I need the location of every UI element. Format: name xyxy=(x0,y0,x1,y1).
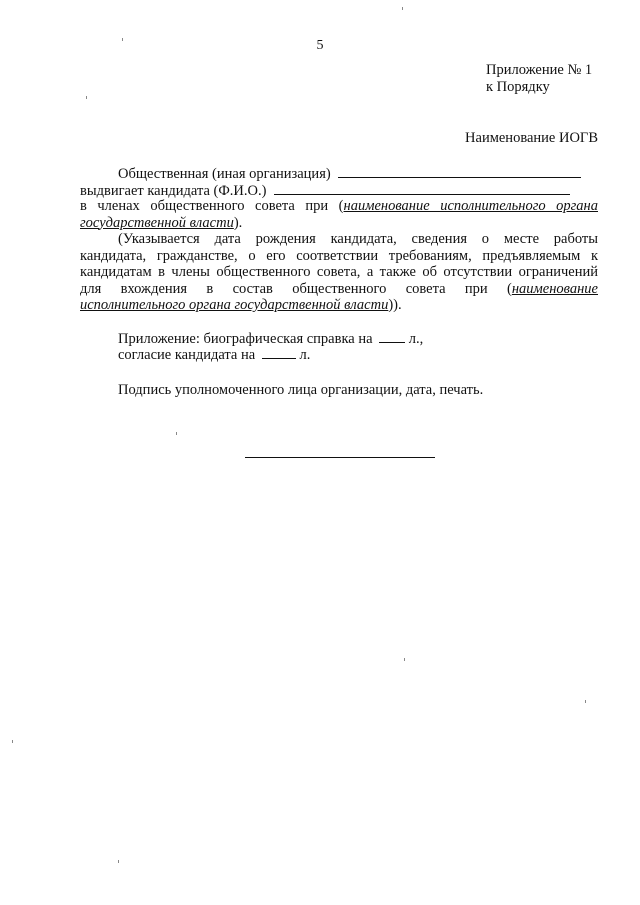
candidate-line xyxy=(80,182,598,199)
appendix-line-2: к Порядку xyxy=(486,79,550,95)
page-number: 5 xyxy=(316,38,324,53)
signature-line xyxy=(245,457,435,458)
consent-pages-blank xyxy=(262,346,296,359)
spacer xyxy=(80,314,598,330)
council-line xyxy=(80,198,598,215)
attachment-consent-suffix: л. xyxy=(299,347,311,363)
org-blank-line xyxy=(338,165,581,178)
details-line-2: кандидата, гражданстве, о его соответствии требованиям, предъявляемым к xyxy=(80,247,598,264)
scan-speck xyxy=(12,740,13,743)
scan-speck xyxy=(585,700,586,703)
document-body xyxy=(80,165,598,398)
attachment-line-1 xyxy=(80,330,598,347)
candidate-label: выдвигает кандидата (Ф.И.О.) xyxy=(80,182,267,199)
council-italic-text: наименование исполнительного органа xyxy=(343,198,598,214)
signature-text: Подпись уполномоченного лица организации, дата, печать. xyxy=(118,381,484,398)
scan-speck xyxy=(122,38,123,41)
details-line-1: (Указывается дата рождения кандидата, сведения о месте работы xyxy=(118,231,598,247)
org-line xyxy=(80,165,598,182)
scan-speck xyxy=(404,658,405,661)
attachment-line-2 xyxy=(80,346,598,363)
details-end-5: )). xyxy=(388,297,402,313)
appendix-header xyxy=(486,62,592,96)
details-line-3: кандидатам в члены общественного совета, а также об отсутствии ограничений xyxy=(80,264,598,280)
scan-speck xyxy=(118,860,119,863)
council-text: в членах общественного совета при ( xyxy=(80,198,344,214)
details-italic-5: исполнительного органа государственной власти xyxy=(80,297,389,313)
details-line-5 xyxy=(80,297,598,314)
candidate-blank-line xyxy=(274,182,570,195)
details-text-4: для вхождения в состав общественного совета при ( xyxy=(80,280,512,297)
bio-pages-blank xyxy=(379,330,405,343)
attachment-bio-suffix: л., xyxy=(408,330,424,347)
appendix-line-1: Приложение № 1 xyxy=(486,62,593,78)
council-italic-cont: государственной власти xyxy=(80,214,234,231)
attachment-bio-label: Приложение: биографическая справка на xyxy=(118,330,373,347)
attachment-consent-label: согласие кандидата на xyxy=(118,347,256,363)
org-name-heading: Наименование ИОГВ xyxy=(465,130,598,146)
details-italic-4: наименование xyxy=(511,280,598,297)
org-label: Общественная (иная организация) xyxy=(118,166,331,182)
scan-speck xyxy=(86,96,87,99)
council-line-cont xyxy=(80,215,598,232)
details-line-4 xyxy=(80,281,598,298)
scan-speck xyxy=(176,432,177,435)
scan-speck xyxy=(402,7,403,10)
spacer xyxy=(80,363,598,382)
council-end: ). xyxy=(233,214,243,231)
